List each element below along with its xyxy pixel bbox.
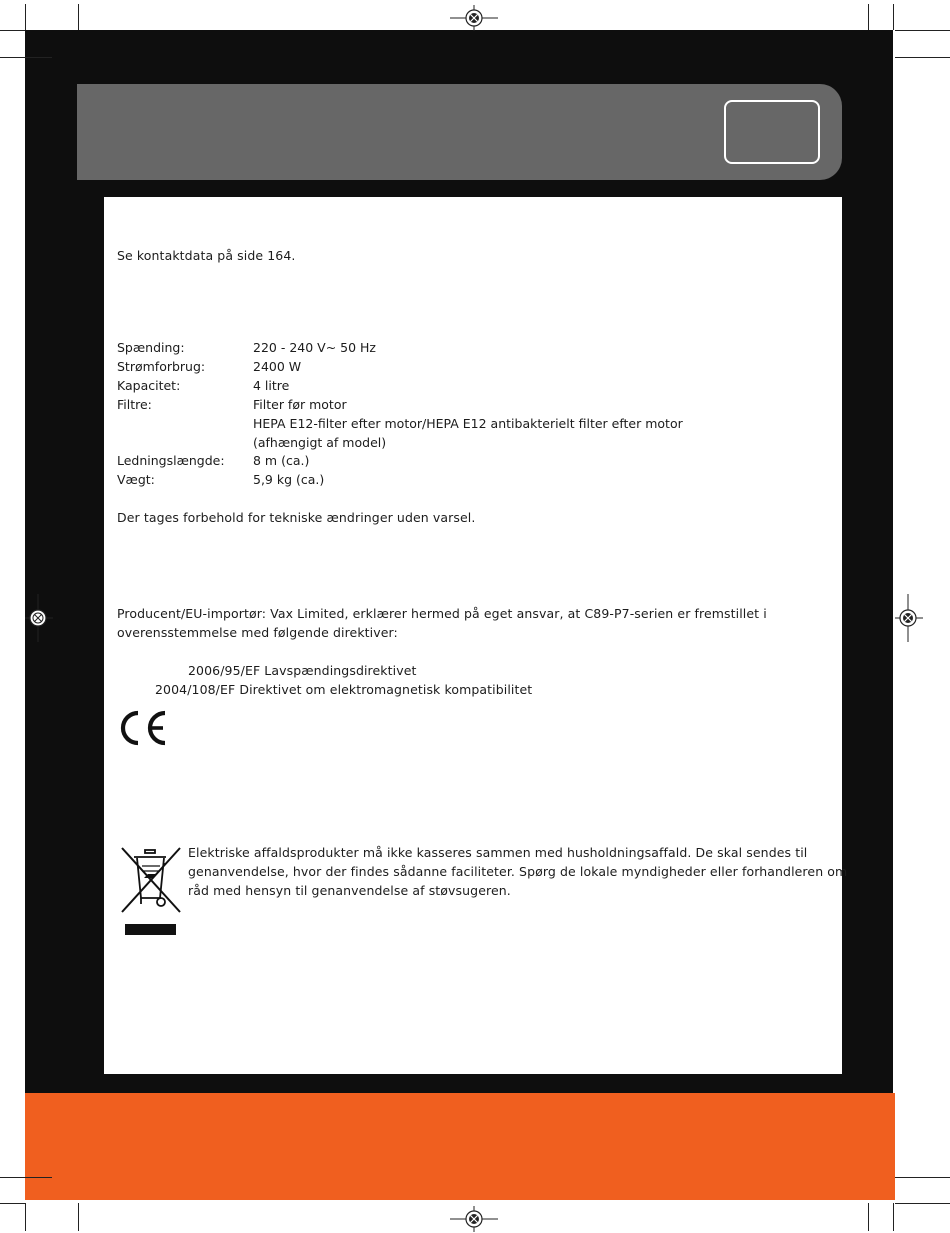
directive-emc: 2004/108/EF Direktivet om elektromagnetisk kompatibilitet bbox=[155, 682, 533, 697]
spec-label-voltage: Spænding: bbox=[117, 340, 185, 355]
crop-mark bbox=[895, 1177, 950, 1178]
declaration-line-1: Producent/EU-importør: Vax Limited, erklærer hermed på eget ansvar, at C89-P7-serien er fremstillet i bbox=[117, 606, 767, 621]
crop-mark bbox=[78, 1203, 79, 1231]
spec-value-voltage: 220 - 240 V~ 50 Hz bbox=[253, 340, 376, 355]
crop-mark bbox=[0, 1203, 25, 1204]
ce-mark-icon bbox=[118, 709, 170, 747]
crop-mark bbox=[895, 30, 950, 31]
crop-mark bbox=[25, 4, 26, 30]
registration-mark-icon bbox=[450, 5, 498, 31]
directive-low-voltage: 2006/95/EF Lavspændingsdirektivet bbox=[188, 663, 417, 678]
spec-value-filters-1: Filter før motor bbox=[253, 397, 347, 412]
spec-value-weight: 5,9 kg (ca.) bbox=[253, 472, 325, 487]
spec-label-weight: Vægt: bbox=[117, 472, 155, 487]
crop-mark bbox=[893, 1203, 894, 1231]
page-number-box bbox=[724, 100, 820, 164]
disposal-line-2: genanvendelse, hvor der findes sådanne faciliteter. Spørg de lokale myndigheder eller forhandleren om bbox=[188, 864, 848, 879]
disposal-line-3: råd med hensyn til genanvendelse af støvsugeren. bbox=[188, 883, 511, 898]
registration-mark-icon bbox=[25, 594, 53, 642]
spec-value-power: 2400 W bbox=[253, 359, 302, 374]
crop-mark bbox=[25, 1203, 26, 1231]
crop-mark bbox=[893, 4, 894, 30]
crop-mark bbox=[0, 57, 52, 58]
spec-label-cord-length: Ledningslængde: bbox=[117, 453, 225, 468]
registration-mark-icon bbox=[450, 1206, 498, 1232]
contact-text: Se kontaktdata på side 164. bbox=[117, 248, 296, 263]
spec-label-power: Strømforbrug: bbox=[117, 359, 206, 374]
crop-mark bbox=[868, 1203, 869, 1231]
disposal-line-1: Elektriske affaldsprodukter må ikke kasseres sammen med husholdningsaffald. De skal sendes til bbox=[188, 845, 808, 860]
crop-mark bbox=[0, 30, 25, 31]
crop-mark bbox=[895, 57, 950, 58]
footer-band bbox=[25, 1093, 895, 1200]
crop-mark bbox=[0, 1177, 52, 1178]
crop-mark bbox=[78, 4, 79, 30]
specs-note: Der tages forbehold for tekniske ændringer uden varsel. bbox=[117, 510, 476, 525]
declaration-line-2: overensstemmelse med følgende direktiver: bbox=[117, 625, 398, 640]
spec-value-capacity: 4 litre bbox=[253, 378, 290, 393]
spec-value-filters-3: (afhængigt af model) bbox=[253, 435, 387, 450]
spec-label-filters: Filtre: bbox=[117, 397, 152, 412]
crop-mark bbox=[868, 4, 869, 30]
spec-label-capacity: Kapacitet: bbox=[117, 378, 181, 393]
crop-mark bbox=[895, 1203, 950, 1204]
spec-value-filters-2: HEPA E12-filter efter motor/HEPA E12 antibakterielt filter efter motor bbox=[253, 416, 683, 431]
spec-value-cord-length: 8 m (ca.) bbox=[253, 453, 310, 468]
crossed-out-wheelie-bin-icon bbox=[118, 844, 184, 936]
registration-mark-icon bbox=[895, 594, 923, 642]
